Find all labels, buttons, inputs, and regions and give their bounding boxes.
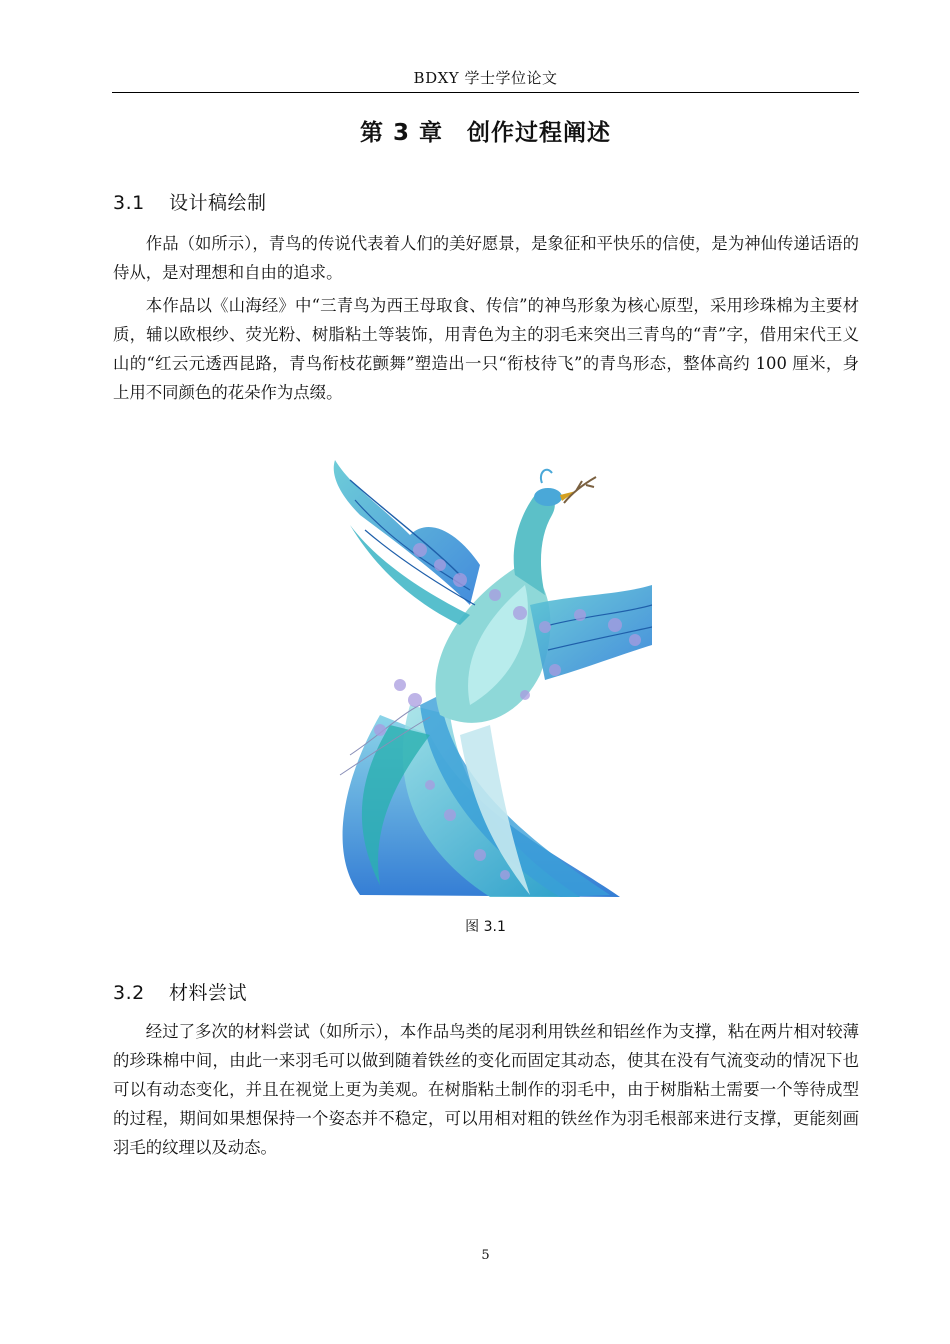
paragraph: 作品（如所示），青鸟的传说代表着人们的美好愿景，是象征和平快乐的信使，是为神仙传递话语的侍从，是对理想和自由的追求。 [113, 234, 859, 282]
section-heading-3-2 [113, 978, 247, 1005]
phoenix-illustration [320, 455, 652, 897]
page-number: 5 [481, 1248, 490, 1263]
header-rule [112, 92, 859, 93]
section-heading-3-1 [113, 188, 267, 215]
section-number: 3.1 [113, 192, 145, 214]
right-wing [530, 585, 652, 680]
section-number: 3.2 [113, 982, 145, 1004]
paragraph: 本作品以《山海经》中“三青鸟为西王母取食、传信”的神鸟形象为核心原型，采用珍珠棉为主要材质，辅以欧根纱、荧光粉、树脂粘土等装饰，用青色为主的羽毛来突出三青鸟的“青”字，借用宋代王义山的“红云元透西昆路，青鸟衔枝花颤舞”塑造出一只“衔枝待飞”的青鸟形态，整体高约 100 厘米，身上用不同颜色的花朵作为点缀。 [113, 296, 859, 402]
bird-head [534, 488, 562, 506]
branch [564, 477, 596, 503]
section-title: 设计稿绘制 [169, 192, 267, 214]
running-header: BDXY 学士学位论文 [413, 69, 558, 87]
figure-caption: 图 3.1 [465, 919, 506, 935]
section-title: 材料尝试 [169, 982, 248, 1004]
chapter-title: 第 3 章 创作过程阐述 [359, 120, 612, 146]
paragraph: 经过了多次的材料尝试（如所示），本作品鸟类的尾羽利用铁丝和铝丝作为支撑，粘在两片相对较薄的珍珠棉中间，由此一来羽毛可以做到随着铁丝的变化而固定其动态，使其在没有气流变动的情况下也可以有动态变化，并且在视觉上更为美观。在树脂粘土制作的羽毛中，由于树脂粘土需要一个等待成型的过程，期间如果想保持一个姿态并不稳定，可以用相对粗的铁丝作为羽毛根部来进行支撑，更能刻画羽毛的纹理以及动态。 [113, 1022, 859, 1157]
